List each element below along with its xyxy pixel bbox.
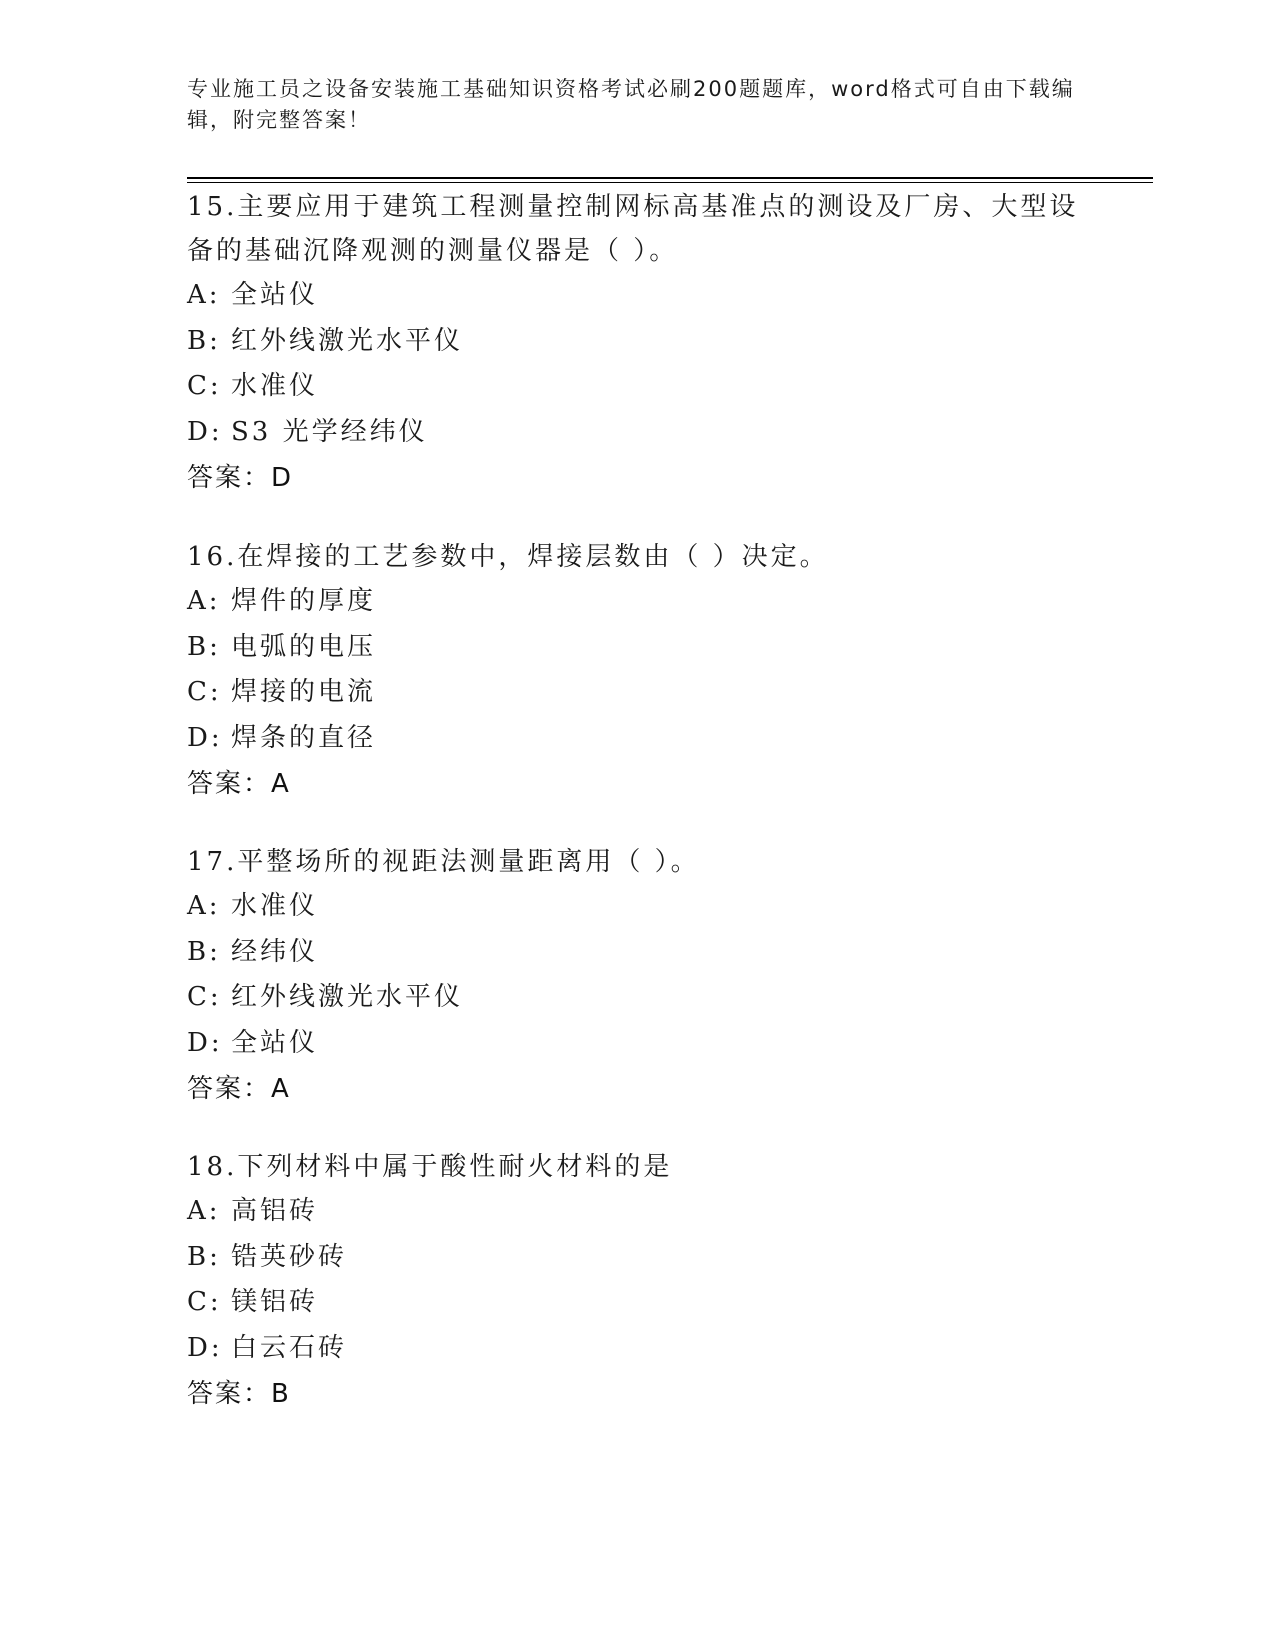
answer-label: 答案： <box>187 1074 272 1104</box>
option-text: 电弧的电压 <box>231 631 377 662</box>
question-16 <box>187 535 1087 807</box>
answer-value: A <box>271 769 291 799</box>
question-stem: 在焊接的工艺参数中，焊接层数由（ ）决定。 <box>237 542 829 572</box>
answer-value: D <box>271 463 294 493</box>
option-b <box>187 1235 1087 1281</box>
option-b <box>187 319 1087 365</box>
option-text: 经纬仪 <box>231 936 319 967</box>
answer-line <box>187 1066 1087 1112</box>
option-letter: B: <box>187 631 221 662</box>
question-text <box>187 185 1087 273</box>
option-text: 水准仪 <box>231 371 319 401</box>
option-text: 焊条的直径 <box>231 722 377 753</box>
option-c <box>187 975 1087 1021</box>
option-text: 红外线激光水平仪 <box>231 982 464 1012</box>
answer-label: 答案： <box>187 463 272 493</box>
option-letter: B: <box>187 1241 221 1272</box>
question-stem: 平整场所的视距法测量距离用（ ）。 <box>237 847 700 877</box>
question-number: 17. <box>187 847 238 877</box>
option-text: 焊接的电流 <box>231 677 377 707</box>
option-letter: A: <box>187 891 221 921</box>
option-c <box>187 1280 1087 1326</box>
answer-line <box>187 455 1087 501</box>
option-a <box>187 579 1087 625</box>
question-18 <box>187 1145 1087 1417</box>
option-text: 镁铝砖 <box>231 1287 319 1317</box>
option-text: 白云石砖 <box>231 1332 348 1363</box>
answer-line <box>187 761 1087 807</box>
question-17 <box>187 840 1087 1112</box>
option-b <box>187 625 1087 671</box>
answer-label: 答案： <box>187 1379 272 1409</box>
option-letter: A: <box>187 280 221 310</box>
option-text: 红外线激光水平仪 <box>231 325 464 356</box>
option-c <box>187 364 1087 410</box>
question-stem: 下列材料中属于酸性耐火材料的是 <box>237 1152 673 1182</box>
header-divider-thick <box>187 177 1153 179</box>
option-a <box>187 884 1087 930</box>
option-letter: C: <box>187 677 222 707</box>
question-number: 18. <box>187 1152 238 1182</box>
answer-value: B <box>271 1379 291 1409</box>
option-letter: D: <box>187 722 223 753</box>
option-a <box>187 1189 1087 1235</box>
option-text: 高铝砖 <box>231 1196 319 1226</box>
question-number: 15. <box>187 192 238 222</box>
option-letter: B: <box>187 936 221 967</box>
option-letter: D: <box>187 1332 223 1363</box>
answer-label: 答案： <box>187 769 272 799</box>
option-text: 全站仪 <box>231 1027 319 1058</box>
question-number: 16. <box>187 542 238 572</box>
option-d <box>187 410 1087 456</box>
option-letter: C: <box>187 982 222 1012</box>
option-letter: D: <box>187 1027 223 1058</box>
question-15 <box>187 185 1087 501</box>
option-letter: B: <box>187 325 221 356</box>
option-a <box>187 273 1087 319</box>
option-d <box>187 1326 1087 1372</box>
option-text: S3 光学经纬仪 <box>231 416 428 447</box>
answer-value: A <box>271 1074 291 1104</box>
option-letter: A: <box>187 1196 221 1226</box>
question-text <box>187 535 1087 579</box>
option-d <box>187 716 1087 762</box>
option-letter: C: <box>187 371 222 401</box>
option-text: 锆英砂砖 <box>231 1241 348 1272</box>
option-text: 水准仪 <box>231 891 319 921</box>
document-header: 专业施工员之设备安装施工基础知识资格考试必刷200题题库，word格式可自由下载编辑，附完整答案！ <box>187 77 1075 132</box>
question-text <box>187 840 1087 884</box>
option-b <box>187 930 1087 976</box>
question-stem: 主要应用于建筑工程测量控制网标高基准点的测设及厂房、大型设备的基础沉降观测的测量仪器是（ ）。 <box>187 192 1079 266</box>
option-text: 焊件的厚度 <box>231 586 377 616</box>
answer-line <box>187 1371 1087 1417</box>
header-divider-thin <box>187 182 1153 183</box>
question-text <box>187 1145 1087 1189</box>
option-text: 全站仪 <box>231 280 319 310</box>
option-letter: D: <box>187 416 223 447</box>
option-letter: C: <box>187 1287 222 1317</box>
option-letter: A: <box>187 586 221 616</box>
option-c <box>187 670 1087 716</box>
option-d <box>187 1021 1087 1067</box>
